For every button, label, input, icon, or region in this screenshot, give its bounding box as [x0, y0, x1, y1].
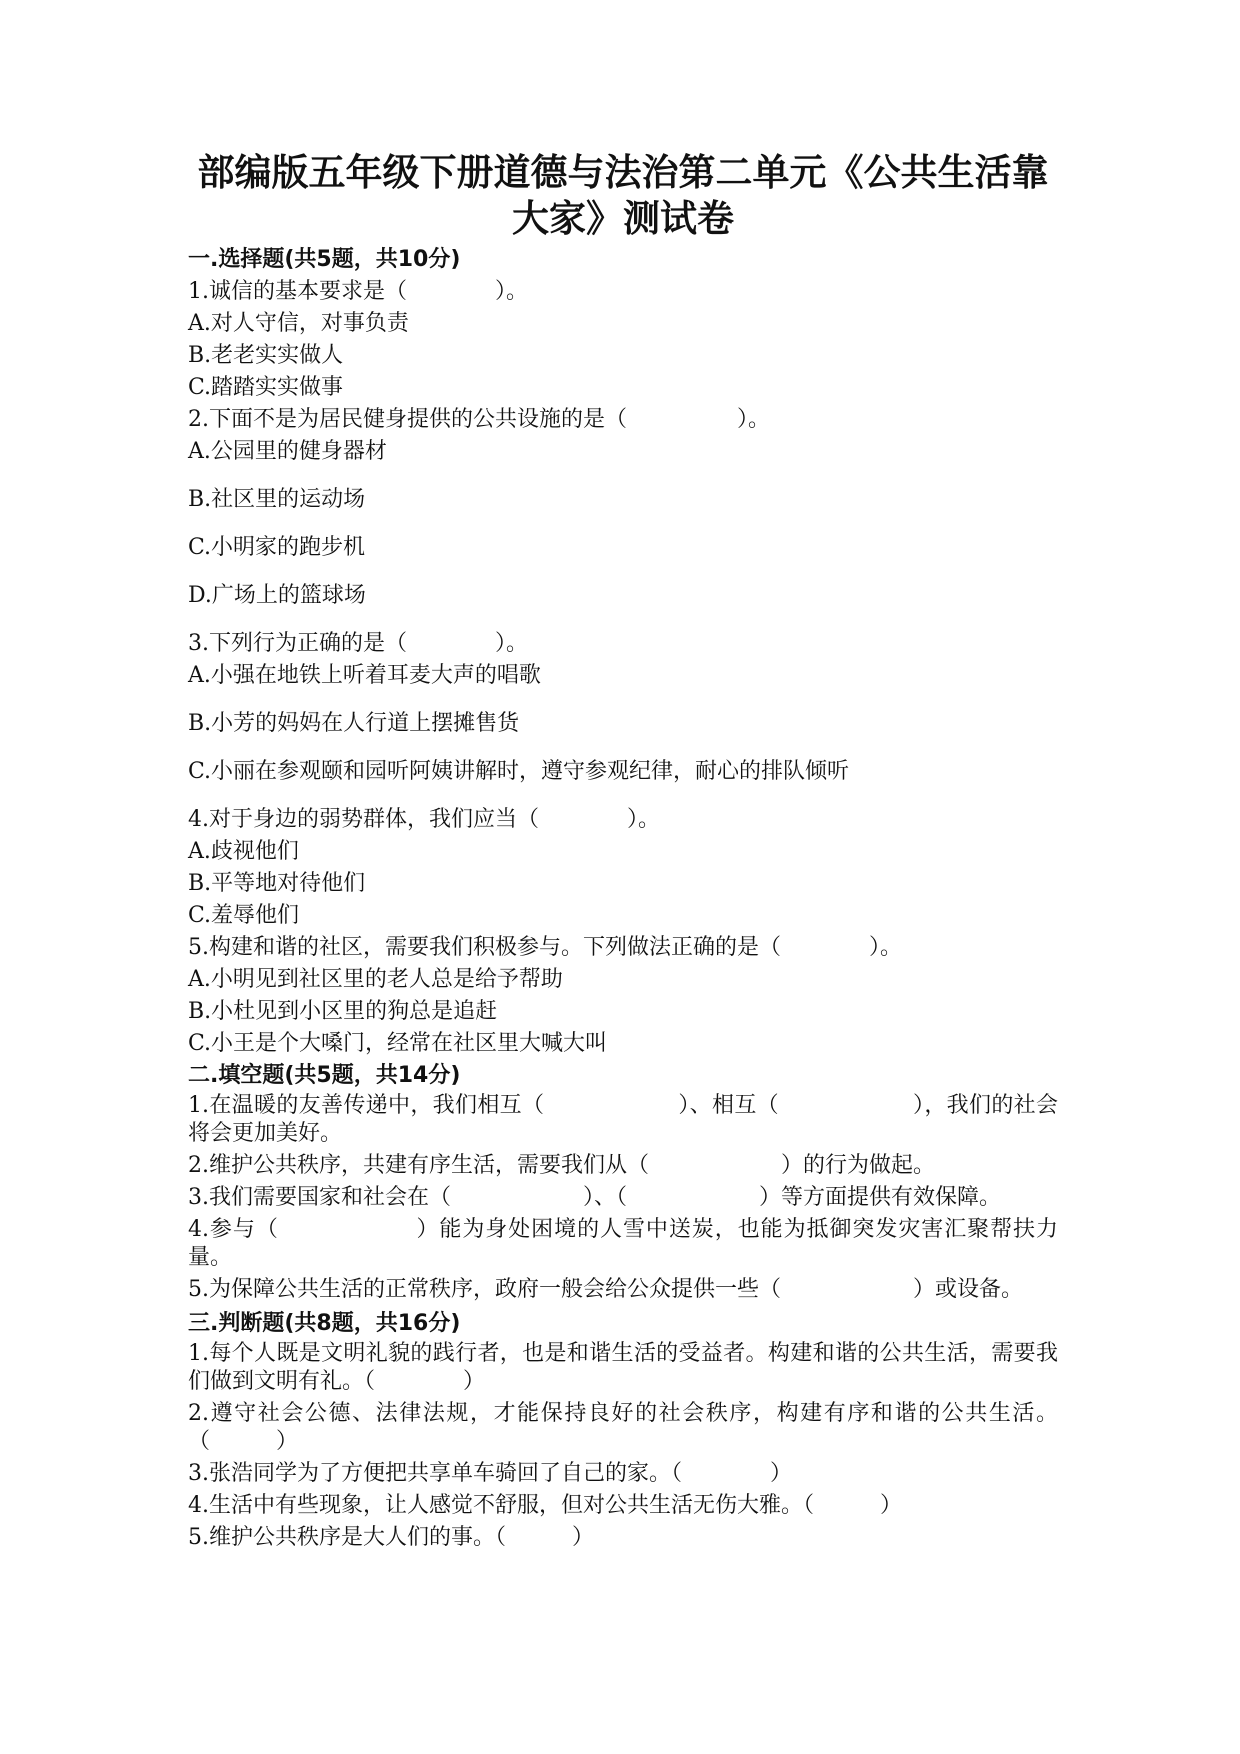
judge-item: 4.生活中有些现象，让人感觉不舒服，但对公共生活无伤大雅。（ ）	[188, 1493, 902, 1518]
exam-page	[188, 150, 1058, 1556]
judge-item: 5.维护公共秩序是大人们的事。（ ）	[188, 1525, 594, 1550]
question-option: B.社区里的运动场	[188, 487, 366, 512]
question-stem: 5.构建和谐的社区，需要我们积极参与。下列做法正确的是（ ）。	[188, 935, 902, 960]
fill-item: 1.在温暖的友善传递中，我们相互（ ）、相互（ ），我们的社会将会更加美好。	[188, 1093, 1058, 1146]
question-option: B.小芳的妈妈在人行道上摆摊售货	[188, 711, 520, 736]
section-heading-choice: 一.选择题(共5题，共10分)	[188, 247, 461, 272]
question-option: C.小王是个大嗓门，经常在社区里大喊大叫	[188, 1031, 608, 1056]
question-option: C.羞辱他们	[188, 903, 300, 928]
fill-item: 3.我们需要国家和社会在（ ）、（ ）等方面提供有效保障。	[188, 1185, 1001, 1210]
question-option: C.踏踏实实做事	[188, 375, 344, 400]
judge-item: 2.遵守社会公德、法律法规，才能保持良好的社会秩序，构建有序和谐的公共生活。（ ）	[188, 1401, 1058, 1454]
question-option: C.小明家的跑步机	[188, 535, 366, 560]
question-option: B.平等地对待他们	[188, 871, 366, 896]
fill-item: 5.为保障公共生活的正常秩序，政府一般会给公众提供一些（ ）或设备。	[188, 1277, 1023, 1302]
fill-item: 4.参与（ ）能为身处困境的人雪中送炭，也能为抵御突发灾害汇聚帮扶力量。	[188, 1217, 1058, 1270]
question-stem: 1.诚信的基本要求是（ ）。	[188, 279, 528, 304]
section-heading-judge: 三.判断题(共8题，共16分)	[188, 1311, 461, 1336]
question-option: B.老老实实做人	[188, 343, 344, 368]
section-heading-fill: 二.填空题(共5题，共14分)	[188, 1063, 461, 1088]
question-option: D.广场上的篮球场	[188, 583, 366, 608]
question-option: C.小丽在参观颐和园听阿姨讲解时，遵守参观纪律，耐心的排队倾听	[188, 759, 850, 784]
judge-item: 1.每个人既是文明礼貌的践行者，也是和谐生活的受益者。构建和谐的公共生活，需要我们做到文明有礼。（ ）	[188, 1341, 1058, 1394]
exam-title: 部编版五年级下册道德与法治第二单元《公共生活靠大家》测试卷	[197, 151, 1049, 240]
question-stem: 3.下列行为正确的是（ ）。	[188, 631, 528, 656]
question-option: B.小杜见到小区里的狗总是追赶	[188, 999, 498, 1024]
question-stem: 4.对于身边的弱势群体，我们应当（ ）。	[188, 807, 660, 832]
question-option: A.小强在地铁上听着耳麦大声的唱歌	[188, 663, 541, 688]
question-option: A.公园里的健身器材	[188, 439, 387, 464]
fill-item: 2.维护公共秩序，共建有序生活，需要我们从（ ）的行为做起。	[188, 1153, 935, 1178]
question-stem: 2.下面不是为居民健身提供的公共设施的是（ ）。	[188, 407, 770, 432]
question-option: A.对人守信，对事负责	[188, 311, 409, 336]
question-option: A.歧视他们	[188, 839, 299, 864]
judge-item: 3.张浩同学为了方便把共享单车骑回了自己的家。（ ）	[188, 1461, 792, 1486]
question-option: A.小明见到社区里的老人总是给予帮助	[188, 967, 563, 992]
